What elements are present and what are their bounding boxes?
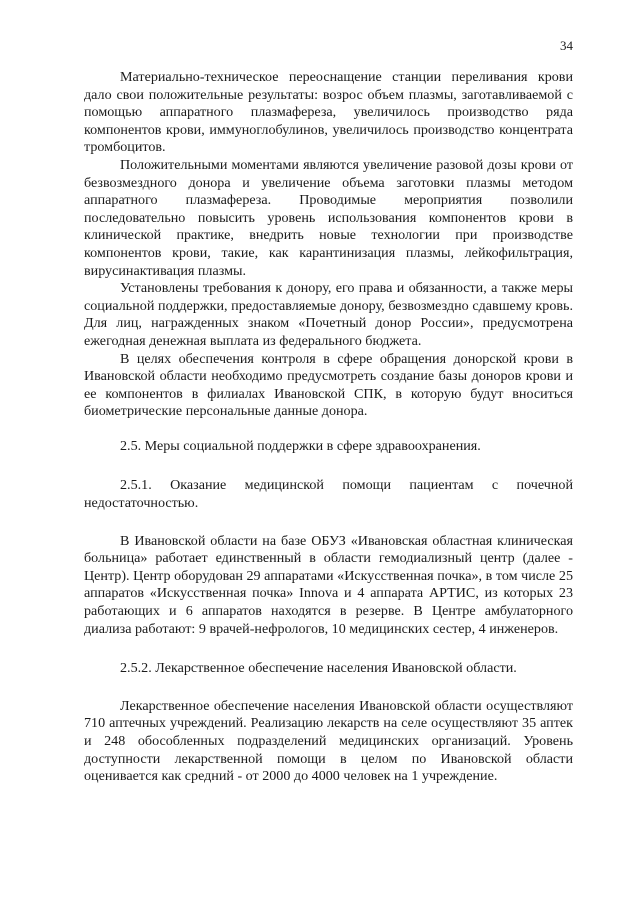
paragraph-positive-moments: Положительными моментами являются увеличение разовой дозы крови от безвозмездного донора и увеличение объема заготовки плазмы методом аппаратного плазмафереза. Проводимые мероприятия позволили последовательно повысить уровень использования компонентов крови в клинической практике, внедрить новые технологии при производстве компонентов крови, такие, как карантинизация плазмы, лейкофильтрация, вирусинактивация плазмы. (84, 156, 573, 279)
section-heading-2-5: 2.5. Меры социальной поддержки в сфере здравоохранения. (120, 437, 481, 454)
paragraph-donor-database: В целях обеспечения контроля в сфере обращения донорской крови в Ивановской области необходимо предусмотреть создание базы доноров крови и ее компонентов в филиалах Ивановской СПК, в которую будут вноситься биометрические персональные данные донора. (84, 350, 573, 420)
section-heading-2-5-2: 2.5.2. Лекарственное обеспечение населения Ивановской области. (120, 660, 517, 677)
paragraph-equipment: Материально-техническое переоснащение станции переливания крови дало свои положительные результаты: возрос объем плазмы, заготавливаемой с помощью аппаратного плазмафереза, увеличилось производство ряда компонентов крови, иммуноглобулинов, увеличилось производство концентрата тромбоцитов. (84, 69, 573, 156)
paragraph-dialysis-center: В Ивановской области на базе ОБУЗ «Ивановская областная клиническая больница» работает единственный в области гемодиализный центр (далее - Центр). Центр оборудован 29 аппаратами «Искусственная почка», в том числе 25 аппаратов «Искусственная почка» Innova и 4 аппарата АРТИС, из которых 23 работающих и 6 аппаратов находятся в резерве. В Центре амбулаторного диализа работают: 9 врачей-нефрологов, 10 медицинских сестер, 4 инженеров. (84, 532, 573, 637)
section-heading-2-5-1: 2.5.1. Оказание медицинской помощи пациентам с почечной недостаточностью. (84, 477, 573, 512)
paragraph-pharmacy-supply: Лекарственное обеспечение населения Ивановской области осуществляют 710 аптечных учреждений. Реализацию лекарств на селе осуществляют 35 аптек и 248 обособленных подразделений медицинских организаций. Уровень доступности лекарственной помощи в целом по Ивановской области оценивается как средний - от 2000 до 4000 человек на 1 учреждение. (84, 697, 573, 785)
paragraph-donor-rights: Установлены требования к донору, его права и обязанности, а также меры социальной поддержки, предоставляемые донору, безвозмездно сдавшему кровь. Для лиц, награжденных знаком «Почетный донор России», предусмотрена ежегодная денежная выплата из федерального бюджета. (84, 280, 573, 349)
page-number: 34 (560, 38, 573, 53)
document-body (84, 69, 573, 786)
